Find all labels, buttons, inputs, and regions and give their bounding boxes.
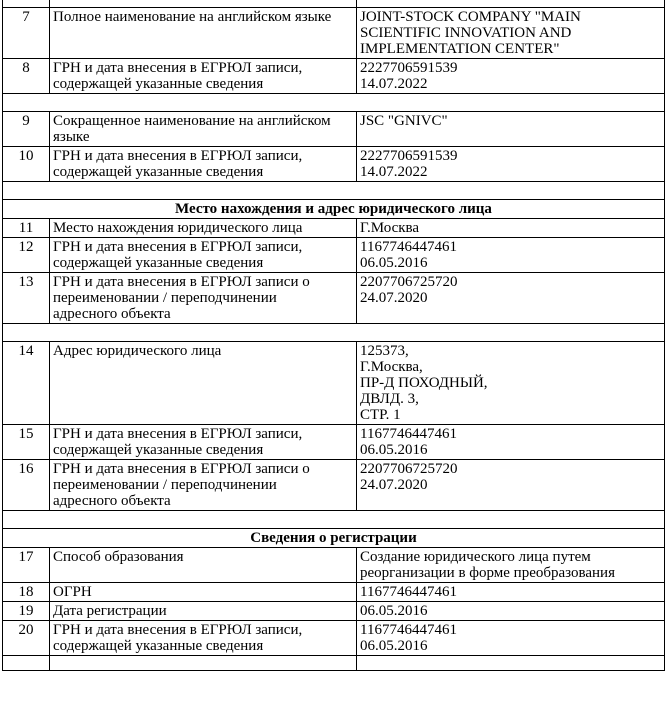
row-value bbox=[357, 460, 665, 511]
value-line: 1167746447461 bbox=[360, 622, 457, 638]
row-number: 8 bbox=[3, 59, 50, 94]
value-line: 2227706591539 bbox=[360, 148, 458, 164]
table-row-top-cut bbox=[3, 0, 665, 8]
section-title: Место нахождения и адрес юридического лица bbox=[3, 200, 665, 219]
cell-empty bbox=[357, 0, 665, 8]
value-line: 24.07.2020 bbox=[360, 477, 428, 493]
row-label: ОГРН bbox=[50, 583, 357, 602]
row-number: 19 bbox=[3, 602, 50, 621]
row-value bbox=[357, 147, 665, 182]
row-value bbox=[357, 342, 665, 425]
label-line: адресного объекта bbox=[53, 493, 171, 509]
spacer-cell bbox=[3, 94, 665, 112]
table-row-12 bbox=[3, 238, 665, 273]
table-row-18 bbox=[3, 583, 665, 602]
value-line: ПР-Д ПОХОДНЫЙ, bbox=[360, 375, 488, 391]
value-line: 06.05.2016 bbox=[360, 638, 428, 654]
section-header-registration bbox=[3, 529, 665, 548]
table-spacer-row bbox=[3, 94, 665, 112]
table-spacer-row bbox=[3, 324, 665, 342]
row-number: 13 bbox=[3, 273, 50, 324]
row-label bbox=[50, 238, 357, 273]
label-line: содержащей указанные сведения bbox=[53, 76, 264, 92]
label-line: адресного объекта bbox=[53, 306, 171, 322]
table-row-19 bbox=[3, 602, 665, 621]
row-label: Способ образования bbox=[50, 548, 357, 583]
row-number: 15 bbox=[3, 425, 50, 460]
row-value bbox=[357, 425, 665, 460]
spacer-cell bbox=[3, 511, 665, 529]
value-line: 2207706725720 bbox=[360, 461, 458, 477]
label-line: содержащей указанные сведения bbox=[53, 638, 264, 654]
value-line: SCIENTIFIC INNOVATION AND bbox=[360, 25, 572, 41]
row-number: 14 bbox=[3, 342, 50, 425]
label-line: ГРН и дата внесения в ЕГРЮЛ записи, bbox=[53, 148, 303, 164]
row-label: Дата регистрации bbox=[50, 602, 357, 621]
value-line: JSC "GNIVC" bbox=[360, 113, 448, 129]
row-label: Место нахождения юридического лица bbox=[50, 219, 357, 238]
value-line: ДВЛД. 3, bbox=[360, 391, 419, 407]
value-line: 24.07.2020 bbox=[360, 290, 428, 306]
row-value bbox=[357, 621, 665, 656]
row-value bbox=[357, 273, 665, 324]
row-number: 7 bbox=[3, 8, 50, 59]
value-line: 1167746447461 bbox=[360, 239, 457, 255]
egrul-extract-table bbox=[2, 0, 665, 671]
label-line: содержащей указанные сведения bbox=[53, 164, 264, 180]
value-line: Г.Москва, bbox=[360, 359, 423, 375]
row-label bbox=[50, 621, 357, 656]
row-value bbox=[357, 112, 665, 147]
row-number: 17 bbox=[3, 548, 50, 583]
cell-empty bbox=[3, 656, 50, 671]
value-line: 14.07.2022 bbox=[360, 164, 428, 180]
cell-empty bbox=[50, 0, 357, 8]
row-value: 06.05.2016 bbox=[357, 602, 665, 621]
table-spacer-row bbox=[3, 182, 665, 200]
section-header-address bbox=[3, 200, 665, 219]
table-spacer-row bbox=[3, 511, 665, 529]
value-line: JOINT-STOCK COMPANY "MAIN bbox=[360, 9, 581, 25]
table-row-17 bbox=[3, 548, 665, 583]
value-line: 06.05.2016 bbox=[360, 442, 428, 458]
row-number: 9 bbox=[3, 112, 50, 147]
table-row-15 bbox=[3, 425, 665, 460]
row-number: 12 bbox=[3, 238, 50, 273]
row-value bbox=[357, 8, 665, 59]
row-number: 20 bbox=[3, 621, 50, 656]
table-row-7 bbox=[3, 8, 665, 59]
table-row-11 bbox=[3, 219, 665, 238]
row-number: 10 bbox=[3, 147, 50, 182]
value-line: реорганизации в форме преобразования bbox=[360, 565, 615, 581]
row-label bbox=[50, 112, 357, 147]
row-label bbox=[50, 460, 357, 511]
row-label bbox=[50, 273, 357, 324]
row-value bbox=[357, 548, 665, 583]
spacer-cell bbox=[3, 182, 665, 200]
label-line: ГРН и дата внесения в ЕГРЮЛ записи, bbox=[53, 60, 303, 76]
value-line: 125373, bbox=[360, 343, 409, 359]
row-label bbox=[50, 425, 357, 460]
row-value: 1167746447461 bbox=[357, 583, 665, 602]
cell-empty bbox=[357, 656, 665, 671]
value-line: 2227706591539 bbox=[360, 60, 458, 76]
row-number: 11 bbox=[3, 219, 50, 238]
row-number: 16 bbox=[3, 460, 50, 511]
row-label bbox=[50, 59, 357, 94]
value-line: 06.05.2016 bbox=[360, 255, 428, 271]
row-label: Полное наименование на английском языке bbox=[50, 8, 357, 59]
section-title: Сведения о регистрации bbox=[3, 529, 665, 548]
table-row-8 bbox=[3, 59, 665, 94]
value-line: 1167746447461 bbox=[360, 426, 457, 442]
label-line: содержащей указанные сведения bbox=[53, 255, 264, 271]
table-row-16 bbox=[3, 460, 665, 511]
label-line: переименовании / переподчинении bbox=[53, 290, 277, 306]
value-line: СТР. 1 bbox=[360, 407, 401, 423]
label-line: переименовании / переподчинении bbox=[53, 477, 277, 493]
value-line: 14.07.2022 bbox=[360, 76, 428, 92]
table-row-bottom-cut bbox=[3, 656, 665, 671]
row-value bbox=[357, 59, 665, 94]
table-row-20 bbox=[3, 621, 665, 656]
label-line: ГРН и дата внесения в ЕГРЮЛ записи о bbox=[53, 461, 310, 477]
label-line: ГРН и дата внесения в ЕГРЮЛ записи о bbox=[53, 274, 310, 290]
label-line: ГРН и дата внесения в ЕГРЮЛ записи, bbox=[53, 426, 303, 442]
table-row-9 bbox=[3, 112, 665, 147]
label-line: содержащей указанные сведения bbox=[53, 442, 264, 458]
cell-empty bbox=[3, 0, 50, 8]
label-line: ГРН и дата внесения в ЕГРЮЛ записи, bbox=[53, 239, 303, 255]
label-line: языке bbox=[53, 129, 90, 145]
row-value: Г.Москва bbox=[357, 219, 665, 238]
table-row-10 bbox=[3, 147, 665, 182]
row-value bbox=[357, 238, 665, 273]
cell-empty bbox=[50, 656, 357, 671]
label-line: Сокращенное наименование на английском bbox=[53, 113, 331, 129]
row-number: 18 bbox=[3, 583, 50, 602]
value-line: IMPLEMENTATION CENTER" bbox=[360, 41, 560, 57]
spacer-cell bbox=[3, 324, 665, 342]
value-line: 2207706725720 bbox=[360, 274, 458, 290]
table-row-13 bbox=[3, 273, 665, 324]
table-row-14 bbox=[3, 342, 665, 425]
value-line: Создание юридического лица путем bbox=[360, 549, 591, 565]
row-label: Адрес юридического лица bbox=[50, 342, 357, 425]
row-label bbox=[50, 147, 357, 182]
label-line: ГРН и дата внесения в ЕГРЮЛ записи, bbox=[53, 622, 303, 638]
